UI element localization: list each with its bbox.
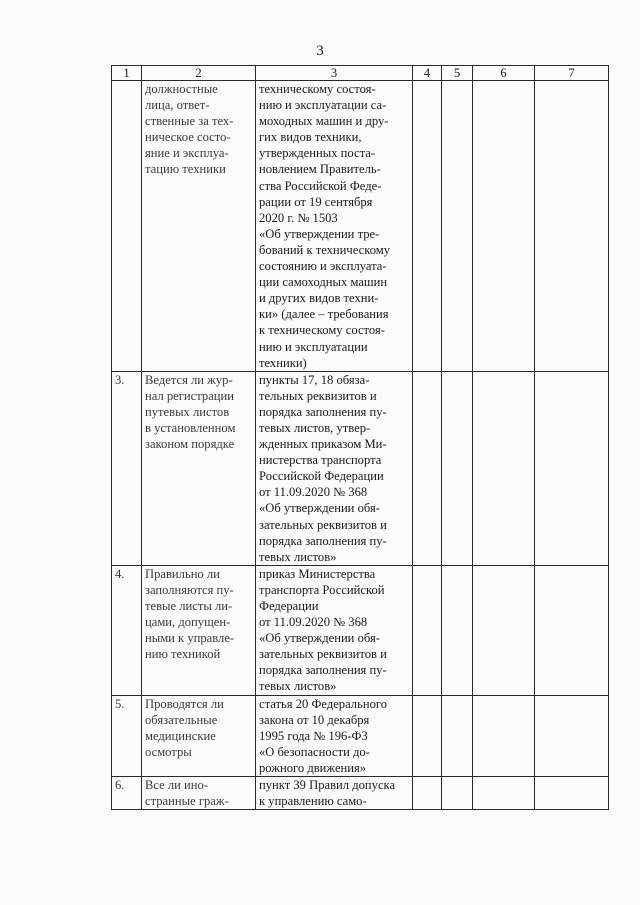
reference-cell	[256, 81, 413, 372]
reference-line: от 11.09.2020 № 368	[259, 615, 368, 630]
table-row	[112, 371, 609, 565]
column-header: 6	[473, 66, 535, 81]
reference-line: 2020 г. № 1503	[259, 210, 338, 225]
question-line: странные граж-	[145, 794, 229, 809]
answer-yes-cell[interactable]	[413, 565, 442, 695]
not-applicable-cell[interactable]	[473, 81, 535, 372]
reference-line: тельных реквизитов и	[259, 388, 377, 403]
column-header: 2	[142, 66, 256, 81]
reference-line: пункт 39 Правил допуска	[259, 778, 396, 793]
reference-line: нию и эксплуатации са-	[259, 98, 387, 113]
question-cell	[142, 565, 256, 695]
reference-line: тевых листов»	[259, 679, 337, 694]
question-line: Правильно ли	[145, 566, 220, 581]
reference-line: ки» (далее – требования	[259, 307, 389, 322]
row-number: 4.	[112, 565, 142, 695]
not-applicable-cell[interactable]	[473, 371, 535, 565]
reference-line: рации от 19 сентября	[259, 194, 373, 209]
answer-yes-cell[interactable]	[413, 777, 442, 810]
question-line: лица, ответ-	[145, 98, 210, 113]
reference-line: порядка заполнения пу-	[259, 404, 387, 419]
reference-line: моходных машин и дру-	[259, 114, 389, 129]
checklist-table	[111, 65, 609, 810]
reference-line: пункты 17, 18 обяза-	[259, 372, 370, 387]
reference-line: к техническому состоя-	[259, 323, 385, 338]
column-header: 1	[112, 66, 142, 81]
reference-line: новлением Правитель-	[259, 162, 381, 177]
answer-no-cell[interactable]	[442, 777, 473, 810]
question-line: нал регистрации	[145, 388, 235, 403]
question-line: заполняются пу-	[145, 582, 234, 597]
reference-line: бований к техническому	[259, 242, 391, 257]
page-number: 3	[316, 43, 324, 59]
reference-line: от 11.09.2020 № 368	[259, 485, 368, 500]
table-row	[112, 695, 609, 776]
notes-cell[interactable]	[535, 695, 609, 776]
question-line: ственные за тех-	[145, 114, 234, 129]
question-line: нию техникой	[145, 647, 221, 662]
reference-cell	[256, 565, 413, 695]
question-line: путевых листов	[145, 404, 230, 419]
row-number	[112, 81, 142, 372]
reference-line: ции самоходных машин	[259, 275, 388, 290]
reference-line: приказ Министерства	[259, 566, 376, 581]
reference-line: нистерства транспорта	[259, 453, 382, 468]
notes-cell[interactable]	[535, 371, 609, 565]
question-line: Все ли ино-	[145, 778, 209, 793]
reference-line: 1995 года № 196-ФЗ	[259, 728, 368, 743]
question-line: медицинские	[145, 728, 216, 743]
reference-line: статья 20 Федерального	[259, 696, 388, 711]
reference-line: техническому состоя-	[259, 82, 376, 96]
notes-cell[interactable]	[535, 565, 609, 695]
column-header: 4	[413, 66, 442, 81]
question-line: Проводятся ли	[145, 696, 224, 711]
not-applicable-cell[interactable]	[473, 777, 535, 810]
question-line: Ведется ли жур-	[145, 372, 233, 387]
question-cell	[142, 695, 256, 776]
reference-line: и других видов техни-	[259, 291, 379, 306]
table-row	[112, 81, 609, 372]
reference-line: тевых листов, утвер-	[259, 420, 371, 435]
question-line: в установленном	[145, 420, 236, 435]
reference-line: «Об утверждении обя-	[259, 501, 380, 516]
notes-cell[interactable]	[535, 777, 609, 810]
reference-cell	[256, 371, 413, 565]
question-line: яние и эксплуа-	[145, 146, 229, 161]
answer-no-cell[interactable]	[442, 371, 473, 565]
answer-no-cell[interactable]	[442, 565, 473, 695]
not-applicable-cell[interactable]	[473, 565, 535, 695]
reference-line: закона от 10 декабря	[259, 712, 370, 727]
reference-line: состоянию и эксплуата-	[259, 259, 387, 274]
reference-line: «О безопасности до-	[259, 744, 370, 759]
reference-cell	[256, 777, 413, 810]
answer-no-cell[interactable]	[442, 81, 473, 372]
reference-line: тевых листов»	[259, 549, 337, 564]
question-line: тацию техники	[145, 162, 226, 177]
reference-cell	[256, 695, 413, 776]
reference-line: транспорта Российской	[259, 582, 385, 597]
reference-line: ства Российской Феде-	[259, 178, 382, 193]
row-number: 6.	[112, 777, 142, 810]
notes-cell[interactable]	[535, 81, 609, 372]
question-line: должностные	[145, 82, 218, 96]
row-number: 3.	[112, 371, 142, 565]
row-number: 5.	[112, 695, 142, 776]
table-body	[112, 81, 609, 810]
reference-line: к управлению само-	[259, 794, 367, 809]
question-line: тевые листы ли-	[145, 599, 233, 613]
reference-line: порядка заполнения пу-	[259, 533, 387, 548]
question-line: законом порядке	[145, 437, 235, 452]
question-cell	[142, 371, 256, 565]
reference-line: Российской Федерации	[259, 469, 384, 484]
table-row	[112, 777, 609, 810]
column-header: 3	[256, 66, 413, 81]
reference-line: рожного движения»	[259, 760, 367, 775]
answer-yes-cell[interactable]	[413, 371, 442, 565]
column-header: 5	[442, 66, 473, 81]
reference-line: Федерации	[259, 599, 319, 613]
reference-line: техники)	[259, 355, 307, 370]
reference-line: зательных реквизитов и	[259, 517, 387, 532]
question-cell	[142, 777, 256, 810]
header-row	[112, 66, 609, 81]
question-line: цами, допущен-	[145, 615, 231, 630]
column-header: 7	[535, 66, 609, 81]
not-applicable-cell[interactable]	[473, 695, 535, 776]
reference-line: утвержденных поста-	[259, 146, 376, 161]
question-line: ническое состо-	[145, 130, 231, 145]
reference-line: зательных реквизитов и	[259, 647, 387, 662]
question-line: осмотры	[145, 744, 192, 759]
question-cell	[142, 81, 256, 372]
question-line: ными к управле-	[145, 631, 235, 646]
table-row	[112, 565, 609, 695]
answer-yes-cell[interactable]	[413, 695, 442, 776]
reference-line: «Об утверждении обя-	[259, 631, 380, 646]
reference-line: нию и эксплуатации	[259, 339, 368, 354]
reference-line: гих видов техники,	[259, 130, 362, 145]
reference-line: порядка заполнения пу-	[259, 663, 387, 678]
answer-yes-cell[interactable]	[413, 81, 442, 372]
reference-line: жденных приказом Ми-	[259, 437, 387, 452]
question-line: обязательные	[145, 712, 218, 727]
reference-line: «Об утверждении тре-	[259, 226, 380, 241]
answer-no-cell[interactable]	[442, 695, 473, 776]
